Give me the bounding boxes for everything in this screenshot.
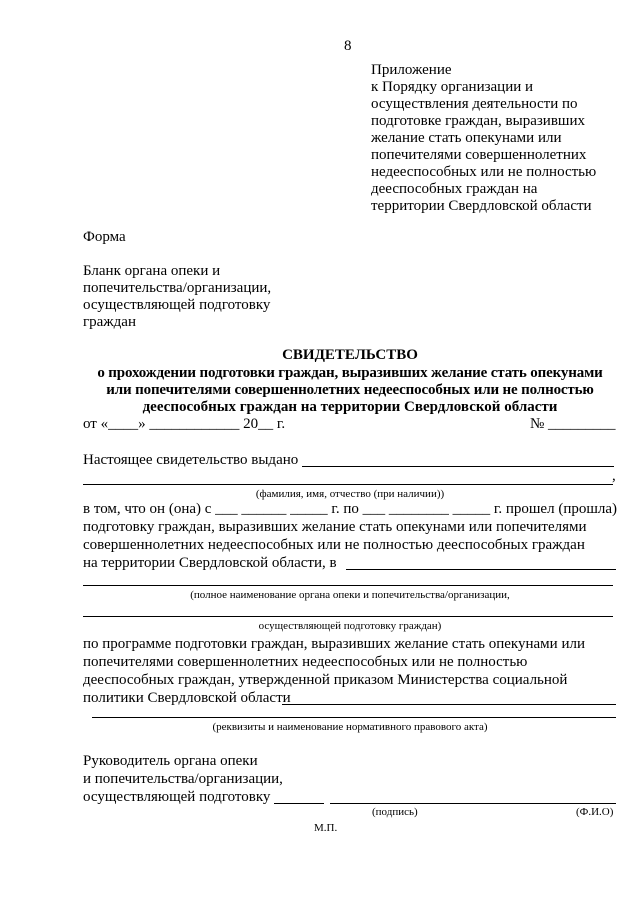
body-line-2: совершеннолетних недееспособных или не полностью дееспособных граждан (83, 537, 585, 553)
caption-org-2: осуществляющей подготовку граждан) (258, 620, 442, 632)
form-label: Форма (83, 229, 126, 245)
blank-line-1: Бланк органа опеки и (83, 263, 221, 279)
act-line (92, 717, 616, 718)
appendix-line-3: осуществления деятельности по (371, 96, 578, 112)
territory-blank-line (346, 569, 616, 570)
program-line-3: дееспособных граждан, утвержденной приказом Министерства социальной (83, 672, 568, 688)
blank-line-3: осуществляющей подготовку (83, 297, 271, 313)
issued-to-line (302, 466, 614, 467)
blank-line-4: граждан (83, 314, 136, 330)
body-line-1: подготовку граждан, выразивших желание стать опекунами или попечителями (83, 519, 587, 535)
appendix-line-2: к Порядку организации и (371, 79, 534, 95)
appendix-line-6: попечителями совершеннолетних (371, 147, 587, 163)
appendix-line-8: дееспособных граждан на (371, 181, 538, 197)
caption-fio-short: (Ф.И.О) (576, 806, 614, 818)
appendix-line-7: недееспособных или не полностью (371, 164, 597, 180)
subtitle-line-3: дееспособных граждан на территории Свердловской области (142, 399, 558, 415)
period-line: в том, что он (она) с ___ ______ _____ г. по ___ ________ _____ г. прошел (прошла) (83, 501, 618, 517)
caption-act: (реквизиты и наименование нормативного правового акта) (212, 721, 488, 733)
org-line-2 (83, 616, 613, 617)
subtitle-line-1: о прохождении подготовки граждан, выразивших желание стать опекунами (97, 365, 603, 381)
caption-sign: (подпись) (372, 806, 418, 818)
head-fio-line (330, 803, 616, 804)
issued-to-label: Настоящее свидетельство выдано (83, 452, 299, 468)
head-line-2: и попечительства/организации, (83, 771, 283, 787)
fio-line (83, 484, 613, 485)
subtitle-line-2: или попечителями совершеннолетних недееспособных или не полностью (106, 382, 594, 398)
stamp-label: М.П. (314, 822, 338, 834)
program-line-1: по программе подготовки граждан, выразивших желание стать опекунами или (83, 636, 585, 652)
program-line-2: попечителями совершеннолетних недееспособных или не полностью (83, 654, 528, 670)
head-line-3: осуществляющей подготовку (83, 789, 271, 805)
caption-fio: (фамилия, имя, отчество (при наличии)) (255, 488, 445, 500)
document-title: СВИДЕТЕЛЬСТВО (282, 347, 418, 363)
appendix-line-9: территории Свердловской области (371, 198, 592, 214)
appendix-line-4: подготовке граждан, выразивших (371, 113, 585, 129)
signature-line (274, 803, 324, 804)
policy-line: политики Свердловской области (83, 690, 291, 706)
territory-line: на территории Свердловской области, в (83, 555, 337, 571)
head-line-1: Руководитель органа опеки (83, 753, 258, 769)
date-line: от «____» ____________ 20__ г. (83, 416, 286, 432)
page-number: 8 (344, 38, 352, 54)
fio-line-comma: , (612, 468, 616, 484)
policy-blank-line (282, 704, 616, 705)
caption-org-1: (полное наименование органа опеки и попечительства/организации, (190, 589, 510, 601)
org-line-1 (83, 585, 613, 586)
appendix-line-1: Приложение (371, 62, 452, 78)
appendix-line-5: желание стать опекунами или (371, 130, 562, 146)
number-line: № _________ (530, 416, 616, 432)
blank-line-2: попечительства/организации, (83, 280, 272, 296)
